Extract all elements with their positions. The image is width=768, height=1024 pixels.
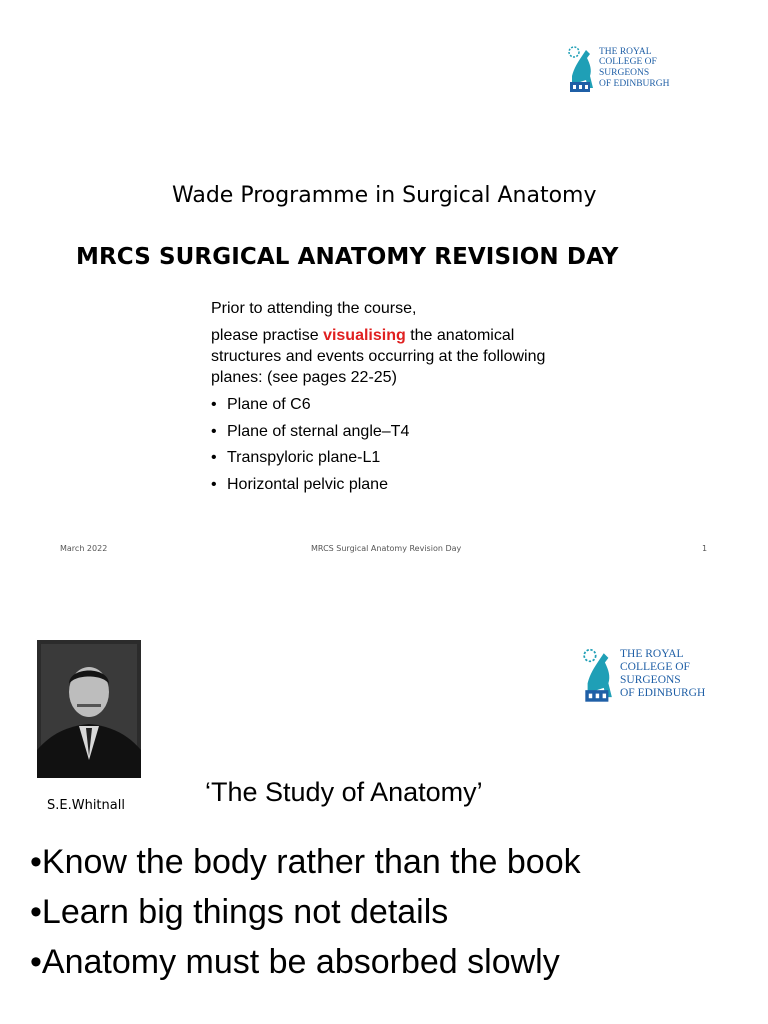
logo-line: OF EDINBURGH (599, 78, 670, 89)
intro-text (211, 298, 571, 388)
logo-line: COLLEGE OF (599, 57, 657, 68)
logo-line: THE ROYAL (620, 648, 684, 661)
rcsed-crest-icon (580, 644, 616, 704)
list-item: • Plane of C6 (211, 396, 311, 413)
list-item: •Learn big things not details (30, 893, 449, 931)
footer-title: MRCS Surgical Anatomy Revision Day (311, 544, 462, 553)
slide-heading: ‘The Study of Anatomy’ (205, 777, 483, 807)
list-item-label: Plane of sternal angle–T4 (227, 422, 410, 440)
list-item: •Anatomy must be absorbed slowly (30, 943, 560, 981)
logo-text (599, 47, 669, 90)
footer-page-number: 1 (702, 544, 708, 553)
list-item-label: Transpyloric plane-L1 (227, 449, 381, 466)
slide-2 (0, 600, 768, 1024)
rcsed-logo (566, 42, 669, 94)
portrait-photo (37, 640, 141, 778)
logo-line: THE ROYAL (599, 46, 652, 57)
logo-line: SURGEONS (620, 674, 681, 686)
list-item: • Horizontal pelvic plane (211, 475, 388, 493)
intro-paragraph (211, 325, 571, 388)
logo-line: OF EDINBURGH (620, 686, 706, 699)
footer-date: March 2022 (60, 544, 108, 553)
slide-title: MRCS SURGICAL ANATOMY REVISION DAY (76, 244, 619, 270)
key-points-list (30, 837, 581, 987)
intro-line: Prior to attending the course, (211, 300, 417, 317)
logo-text (620, 648, 705, 700)
slide-subtitle: Wade Programme in Surgical Anatomy (172, 183, 597, 208)
portrait-caption: S.E.Whitnall (47, 798, 125, 813)
rcsed-logo (580, 644, 705, 704)
logo-line: COLLEGE OF (620, 661, 690, 674)
list-item-label: Plane of C6 (227, 396, 311, 413)
intro-highlight: visualising (323, 327, 406, 344)
intro-post: the anatomical structures and events occurring at the following planes: (see pages 22-25) (211, 327, 546, 386)
intro-pre: please practise (211, 327, 324, 344)
list-item: • Transpyloric plane-L1 (211, 449, 381, 466)
logo-line: SURGEONS (599, 68, 650, 78)
list-item-label: Horizontal pelvic plane (227, 475, 388, 493)
portrait-image (37, 640, 141, 778)
list-item: • Plane of sternal angle–T4 (211, 422, 410, 440)
rcsed-crest-icon (566, 42, 596, 94)
list-item: •Know the body rather than the book (30, 843, 581, 881)
plane-list (211, 392, 409, 498)
